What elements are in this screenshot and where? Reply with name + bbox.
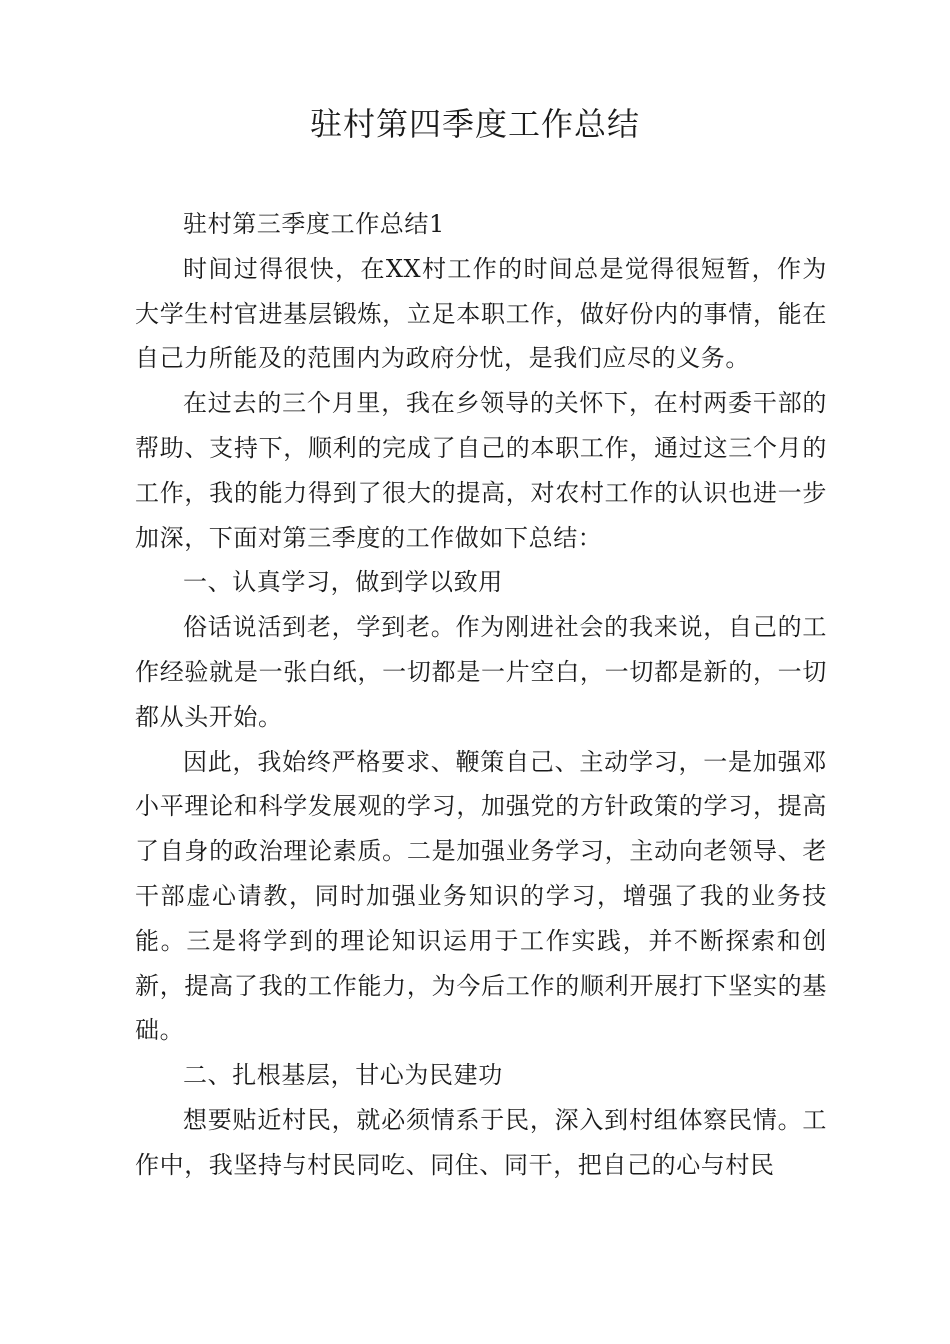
paragraph-section-1a: 俗话说活到老，学到老。作为刚进社会的我来说，自己的工作经验就是一张白纸，一切都是一片空白，一切都是新的，一切都从头开始。 xyxy=(135,613,827,731)
paragraph-overview: 在过去的三个月里，我在乡领导的关怀下，在村两委干部的帮助、支持下，顺利的完成了自己的本职工作，通过这三个月的工作，我的能力得到了很大的提高，对农村工作的认识也进一步加深，下面对第三季度的工作做如下总结： xyxy=(135,389,827,552)
paragraph-intro: 时间过得很快，在XX村工作的时间总是觉得很短暂，作为大学生村官进基层锻炼，立足本职工作，做好份内的事情，能在自己力所能及的范围内为政府分忧，是我们应尽的义务。 xyxy=(135,254,827,373)
document-body xyxy=(135,202,827,1188)
document-title: 驻村第四季度工作总结 xyxy=(309,105,640,143)
section-heading-1: 一、认真学习，做到学以致用 xyxy=(183,568,503,597)
paragraph-section-2a: 想要贴近村民，就必须情系于民，深入到村组体察民情。工作中，我坚持与村民同吃、同住、同干，把自己的心与村民 xyxy=(135,1105,827,1179)
paragraph-section-1b: 因此，我始终严格要求、鞭策自己、主动学习，一是加强邓小平理论和科学发展观的学习，加强党的方针政策的学习，提高了自身的政治理论素质。二是加强业务学习，主动向老领导、老干部虚心请教，同时加强业务知识的学习，增强了我的业务技能。三是将学到的理论知识运用于工作实践，并不断探索和创新，提高了我的工作能力，为今后工作的顺利开展打下坚实的基础。 xyxy=(135,747,827,1045)
paragraph-subtitle: 驻村第三季度工作总结1 xyxy=(183,210,445,238)
section-heading-2: 二、扎根基层，甘心为民建功 xyxy=(183,1061,503,1090)
